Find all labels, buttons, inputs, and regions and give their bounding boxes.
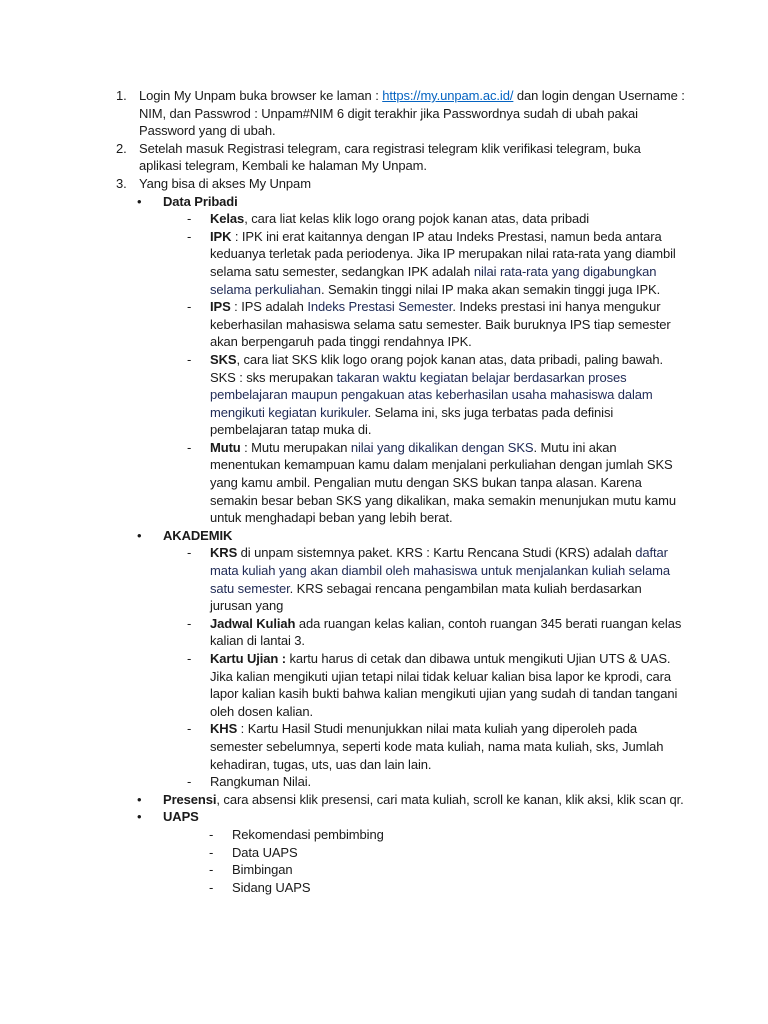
- dash-mark: -: [187, 299, 192, 315]
- access-text: Yang bisa di akses My Unpam: [139, 175, 311, 191]
- uaps-item-label: Sidang UAPS: [232, 879, 311, 895]
- kelas-term: Kelas: [210, 211, 245, 227]
- sks-text: , cara liat SKS klik logo orang pojok kanan atas, data pribadi, paling bawah. SKS : sks merupakan: [210, 351, 664, 385]
- dash-item-rangkuman: [116, 773, 686, 791]
- khs-text: : Kartu Hasil Studi menunjukkan nilai mata kuliah yang diperoleh pada semester sebelumnya, seperti kode mata kuliah, nama mata kuliah, sks, Jumlah kehadiran, tugas, uts, uas dan lain lain.: [210, 721, 664, 772]
- dash-mark: -: [187, 228, 192, 244]
- dash-item-uaps: [116, 844, 686, 862]
- list-item-telegram: [116, 140, 686, 175]
- bullet-akademik: [116, 527, 686, 545]
- dash-item-mutu: [116, 439, 686, 527]
- uaps-title: UAPS: [163, 809, 199, 825]
- login-text-tail: dan login dengan Username : NIM, dan Passwrod : Unpam#NIM 6 digit terakhir jika Passwordnya sudah di ubah pakai Password yang di ubah.: [139, 88, 685, 139]
- unpam-link[interactable]: https://my.unpam.ac.id/: [382, 88, 514, 103]
- krs-text-tail: . KRS sebagai rencana pengambilan mata kuliah berdasarkan jurusan yang: [210, 580, 642, 614]
- bullet-mark: •: [137, 809, 142, 825]
- kartu-ujian-text: kartu harus di cetak dan dibawa untuk mengikuti Ujian UTS & UAS. Jika kalian mengikuti ujian tetapi nilai tidak keluar kalian bisa lapor ke kprodi, cara lapor kalian kasih bukti bahwa kalian mengikuti ujian yang sudah di tandan tangani oleh dosen kalian.: [210, 651, 678, 719]
- uaps-item-label: Data UAPS: [232, 844, 298, 860]
- presensi-term: Presensi: [163, 791, 217, 807]
- krs-text: di unpam sistemnya paket. KRS : Kartu Rencana Studi (KRS) adalah: [237, 545, 636, 561]
- bullet-presensi: [116, 791, 686, 809]
- presensi-text: , cara absensi klik presensi, cari mata kuliah, scroll ke kanan, klik aksi, klik scan qr.: [216, 791, 684, 807]
- ips-term: IPS: [210, 299, 231, 315]
- bullet-mark: •: [137, 193, 142, 209]
- list-item-access: [116, 175, 686, 193]
- bullet-data-pribadi: [116, 193, 686, 211]
- sks-term: SKS: [210, 351, 237, 367]
- uaps-item-label: Rekomendasi pembimbing: [232, 826, 384, 842]
- rangkuman-text: Rangkuman Nilai.: [210, 774, 312, 790]
- kartu-ujian-term: Kartu Ujian :: [210, 651, 286, 666]
- ips-highlight: Indeks Prestasi Semester: [307, 299, 453, 315]
- ipk-text: : IPK ini erat kaitannya dengan IP atau Indeks Prestasi, namun beda antara keduanya terletak pada periodenya. Jika IP merupakan nilai rata-rata yang diambil selama satu semester, sedangkan IPK adalah: [210, 228, 676, 279]
- dash-item-jadwal: [116, 615, 686, 650]
- dash-mark: -: [209, 826, 214, 842]
- mutu-highlight: nilai yang dikalikan dengan SKS: [350, 439, 534, 455]
- uaps-item-label: Bimbingan: [232, 862, 293, 878]
- ipk-term: IPK: [210, 228, 232, 244]
- ips-text-tail: . Indeks prestasi ini hanya mengukur keberhasilan mahasiswa selama satu semester. Baik buruknya IPS tiap semester akan berpengaruh pada tinggi rendahnya IPK.: [210, 299, 671, 350]
- jadwal-text: ada ruangan kelas kalian, contoh ruangan 345 berati ruangan kelas kalian di lantai 3.: [210, 615, 682, 649]
- khs-term: KHS: [210, 721, 238, 737]
- dash-mark: -: [187, 545, 192, 561]
- kelas-text: , cara liat kelas klik logo orang pojok kanan atas, data pribadi: [244, 211, 590, 227]
- mutu-term: Mutu: [210, 439, 241, 455]
- dash-item-ips: [116, 298, 686, 351]
- dash-item-uaps: [116, 861, 686, 879]
- dash-mark: -: [187, 651, 192, 666]
- list-number: 1.: [116, 88, 127, 103]
- login-text: Login My Unpam buka browser ke laman :: [139, 88, 383, 103]
- bullet-uaps: [116, 808, 686, 826]
- list-number: 3.: [116, 175, 127, 191]
- dash-mark: -: [187, 721, 192, 737]
- dash-item-sks: [116, 351, 686, 439]
- mutu-text-tail: . Mutu ini akan menentukan kemampuan kamu dalam menjalani perkuliahan dengan jumlah SKS yang kamu ambil. Pengalian mutu dengan SKS bukan tanpa alasan. Karena semakin besar beban SKS yang dikalikan, maka semakin menunjukan mutu kamu untuk menghadapi beban yang lebih berat.: [210, 439, 677, 526]
- akademik-title: AKADEMIK: [163, 527, 233, 543]
- list-number: 2.: [116, 140, 127, 156]
- mutu-text: : Mutu merupakan: [240, 439, 351, 455]
- ipk-text-tail: . Semakin tinggi nilai IP maka akan semakin tinggi juga IPK.: [320, 281, 661, 297]
- dash-mark: -: [187, 351, 192, 367]
- dash-mark: -: [209, 844, 214, 860]
- sks-text-tail: . Selama ini, sks juga terbatas pada definisi pembelajaran tatap muka di.: [210, 404, 614, 438]
- bullet-mark: •: [137, 791, 142, 807]
- krs-highlight: daftar mata kuliah yang akan diambil oleh mahasiswa untuk menjalankan kuliah selama satu semester: [210, 545, 670, 596]
- dash-mark: -: [187, 615, 192, 631]
- list-item-login: [116, 87, 686, 140]
- dash-mark: -: [209, 879, 214, 895]
- dash-mark: -: [187, 439, 192, 455]
- dash-mark: -: [209, 862, 214, 878]
- dash-item-kartu-ujian: [116, 650, 686, 720]
- document-body: [116, 87, 686, 896]
- bullet-mark: •: [137, 527, 142, 543]
- dash-item-khs: [116, 720, 686, 773]
- dash-mark: -: [187, 211, 192, 227]
- dash-item-uaps: [116, 826, 686, 844]
- dash-item-ipk: [116, 228, 686, 298]
- jadwal-term: Jadwal Kuliah: [210, 615, 296, 631]
- dash-mark: -: [187, 774, 192, 790]
- krs-term: KRS: [210, 545, 238, 561]
- ipk-highlight: nilai rata-rata yang digabungkan selama perkuliahan: [210, 263, 657, 297]
- telegram-text: Setelah masuk Registrasi telegram, cara registrasi telegram klik verifikasi telegram, buka aplikasi telegram, Kembali ke halaman My Unpam.: [139, 140, 641, 174]
- dash-item-kelas: [116, 210, 686, 228]
- data-pribadi-title: Data Pribadi: [163, 193, 238, 209]
- dash-item-uaps: [116, 879, 686, 897]
- dash-item-krs: [116, 544, 686, 614]
- ips-text: : IPS adalah: [230, 299, 308, 315]
- sks-highlight: takaran waktu kegiatan belajar berdasarkan proses pembelajaran maupun pengakuan atas keberhasilan usaha mahasiswa dalam mengikuti kegiatan kurikuler: [210, 369, 653, 420]
